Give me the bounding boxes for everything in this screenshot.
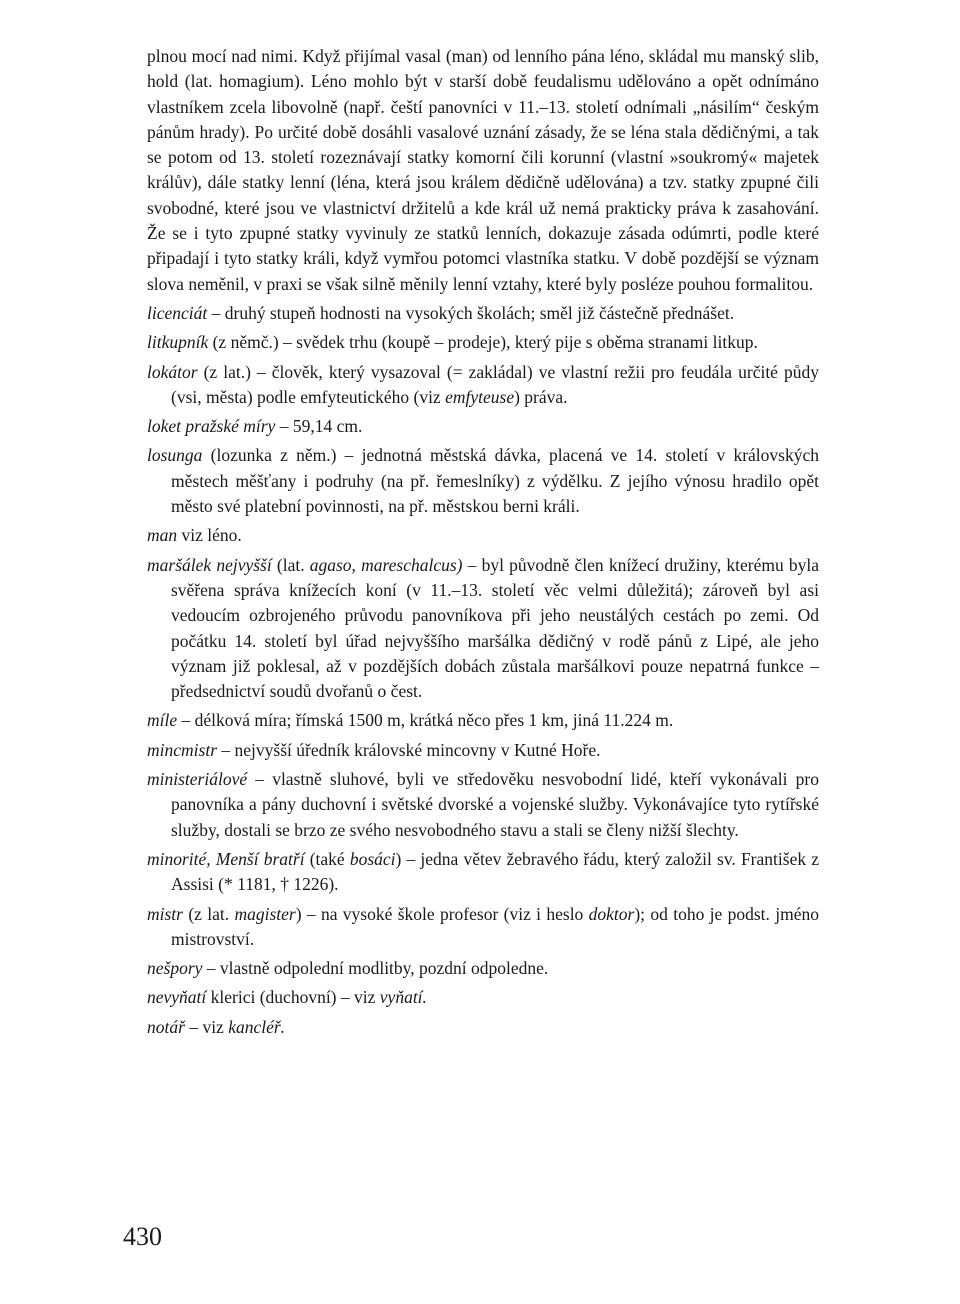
entry-text: – viz bbox=[184, 1016, 229, 1037]
entry-text: – 59,14 cm. bbox=[275, 416, 363, 437]
entry-mincmistr bbox=[147, 738, 819, 763]
entry-reference: magister bbox=[234, 903, 296, 924]
entry-term: míle bbox=[147, 710, 178, 731]
entry-man bbox=[147, 523, 819, 548]
entry-text: ); od toho je podst. jméno mistrovství. bbox=[171, 903, 819, 949]
entry-reference: emfyteuse bbox=[445, 386, 515, 407]
entry-text: ) práva. bbox=[514, 386, 568, 407]
entry-reference: vyňatí. bbox=[379, 987, 427, 1008]
entry-text: (lat. bbox=[271, 554, 310, 575]
entry-term: minorité, Menší bratří bbox=[147, 848, 305, 869]
entry-term: notář bbox=[147, 1016, 185, 1037]
entry-marsalek bbox=[147, 553, 819, 705]
entry-term: litkupník bbox=[147, 332, 209, 353]
entry-text: – délková míra; římská 1500 m, krátká něco přes 1 km, jiná 11.224 m. bbox=[177, 710, 674, 731]
entry-reference: doktor bbox=[588, 903, 635, 924]
entry-text: – byl původně člen knížecí družiny, kterému byla svěřena správa knížecích koní (v 11.–13. století věc velmi důležitá); zároveň byl asi vedoucím ozbrojeného průvodu panovníkova při jeho neustálých cestách po zemi. Od počátku 14. století byl úřad nejvyššího maršálka dědičný v rodě pánů z Lipé, ale jeho význam již poklesal, až v pozdějších dobách zůstala maršálkovi pouze nepatrná funkce – předsednictví soudů dvořanů o čest. bbox=[171, 554, 819, 702]
entry-term: mincmistr bbox=[147, 739, 217, 760]
entry-term: maršálek nejvyšší bbox=[147, 554, 272, 575]
entry-term: losunga bbox=[147, 445, 203, 466]
entry-text: klerici (duchovní) – viz bbox=[206, 987, 380, 1008]
entry-text: (z lat.) – člověk, který vysazoval (= zakládal) ve vlastní režii pro feudála určité půdy (vsi, města) podle emfyteutického (viz bbox=[171, 361, 819, 407]
entry-text: – druhý stupeň hodnosti na vysokých školách; směl již částečně přednášet. bbox=[207, 302, 735, 323]
entry-term: nevyňatí bbox=[147, 987, 207, 1008]
entry-loket bbox=[147, 414, 819, 439]
entry-ministerialove bbox=[147, 767, 819, 843]
body-text bbox=[147, 44, 819, 1044]
intro-paragraph: plnou mocí nad nimi. Když přijímal vasal (man) od lenního pána léno, skládal mu manský slib, hold (lat. homagium). Léno mohlo být v starší době feudalismu udělováno a opět odnímáno vlastníkem zcela libovolně (např. čeští panovníci v 11.–13. století odnímali „násilím“ českým pánům hrady). Po určité době dosáhli vasalové uznání zásady, že se léna stala dědičnými, a tak se potom od 13. století rozeznávají statky komorní čili korunní (vlastní »soukromý« majetek králův), dále statky lenní (léna, která jsou králem dědičně udělována) a tzv. statky zpupné čili svobodné, které jsou ve vlastnictví držitelů a kde král už nemá prakticky práva k zasahování. Že se i tyto zpupné statky vyvinuly ze statků lenních, dokazuje zásada odúmrti, podle které připadají i tyto statky králi, když vymřou potomci vlastníka statku. V době pozdější se význam slova neměnil, v praxi se však silně měnily lenní vztahy, které byly posléze pouhou formalitou. bbox=[147, 46, 819, 294]
entry-text: (lozunka z něm.) – jednotná městská dávka, placená ve 14. století v královských městech měšťany i podruhy (na př. řemeslníky) z výdělku. Z jejího výnosu hradilo opět město své platební povinnosti, na př. městskou berni králi. bbox=[171, 445, 819, 517]
entry-text: ) – na vysoké škole profesor (viz i heslo bbox=[295, 903, 589, 924]
entry-mistr bbox=[147, 902, 819, 953]
entry-text: (z němč.) – svědek trhu (koupě – prodeje), který pije s oběma stranami litkup. bbox=[208, 332, 758, 353]
entry-losunga bbox=[147, 443, 819, 519]
entry-minorite bbox=[147, 847, 819, 898]
entry-text: viz léno. bbox=[177, 525, 242, 546]
entry-term: ministeriálové bbox=[147, 769, 248, 790]
entry-nevynati bbox=[147, 985, 819, 1010]
entry-litkupnik bbox=[147, 330, 819, 355]
entry-term: mistr bbox=[147, 903, 183, 924]
entry-text: – nejvyšší úředník královské mincovny v Kutné Hoře. bbox=[217, 739, 601, 760]
entry-lokator bbox=[147, 360, 819, 411]
entry-text: – vlastně odpolední modlitby, pozdní odpoledne. bbox=[202, 958, 549, 979]
entry-nespory bbox=[147, 956, 819, 981]
entry-reference: kancléř. bbox=[228, 1016, 286, 1037]
entry-text: ) – jedna větev žebravého řádu, který založil sv. František z Assisi (* 1181, † 1226). bbox=[171, 848, 819, 895]
entry-text: (z lat. bbox=[182, 903, 235, 924]
entry-term: lokátor bbox=[147, 361, 198, 382]
entry-term: nešpory bbox=[147, 958, 203, 979]
entry-term: licenciát bbox=[147, 302, 208, 323]
entry-mile bbox=[147, 708, 819, 733]
entry-reference: agaso, mareschalcus) bbox=[309, 554, 463, 575]
entry-licenciat bbox=[147, 301, 819, 326]
entry-notar bbox=[147, 1015, 819, 1040]
entry-reference: bosáci bbox=[349, 848, 396, 869]
entry-term: man bbox=[147, 525, 178, 546]
entry-term: loket pražské míry bbox=[147, 416, 276, 437]
entry-text: (také bbox=[304, 848, 350, 869]
entry-text: – vlastně sluhové, byli ve středověku nesvobodní lidé, kteří vykonávali pro panovníka a pány duchovní i světské dvorské a vojenské služby. Vykonávajíce tyto rytířské služby, dostali se brzo ze svého nesvobodného stavu a stali se členy nižší šlechty. bbox=[171, 769, 819, 840]
page-number: 430 bbox=[123, 1222, 162, 1251]
